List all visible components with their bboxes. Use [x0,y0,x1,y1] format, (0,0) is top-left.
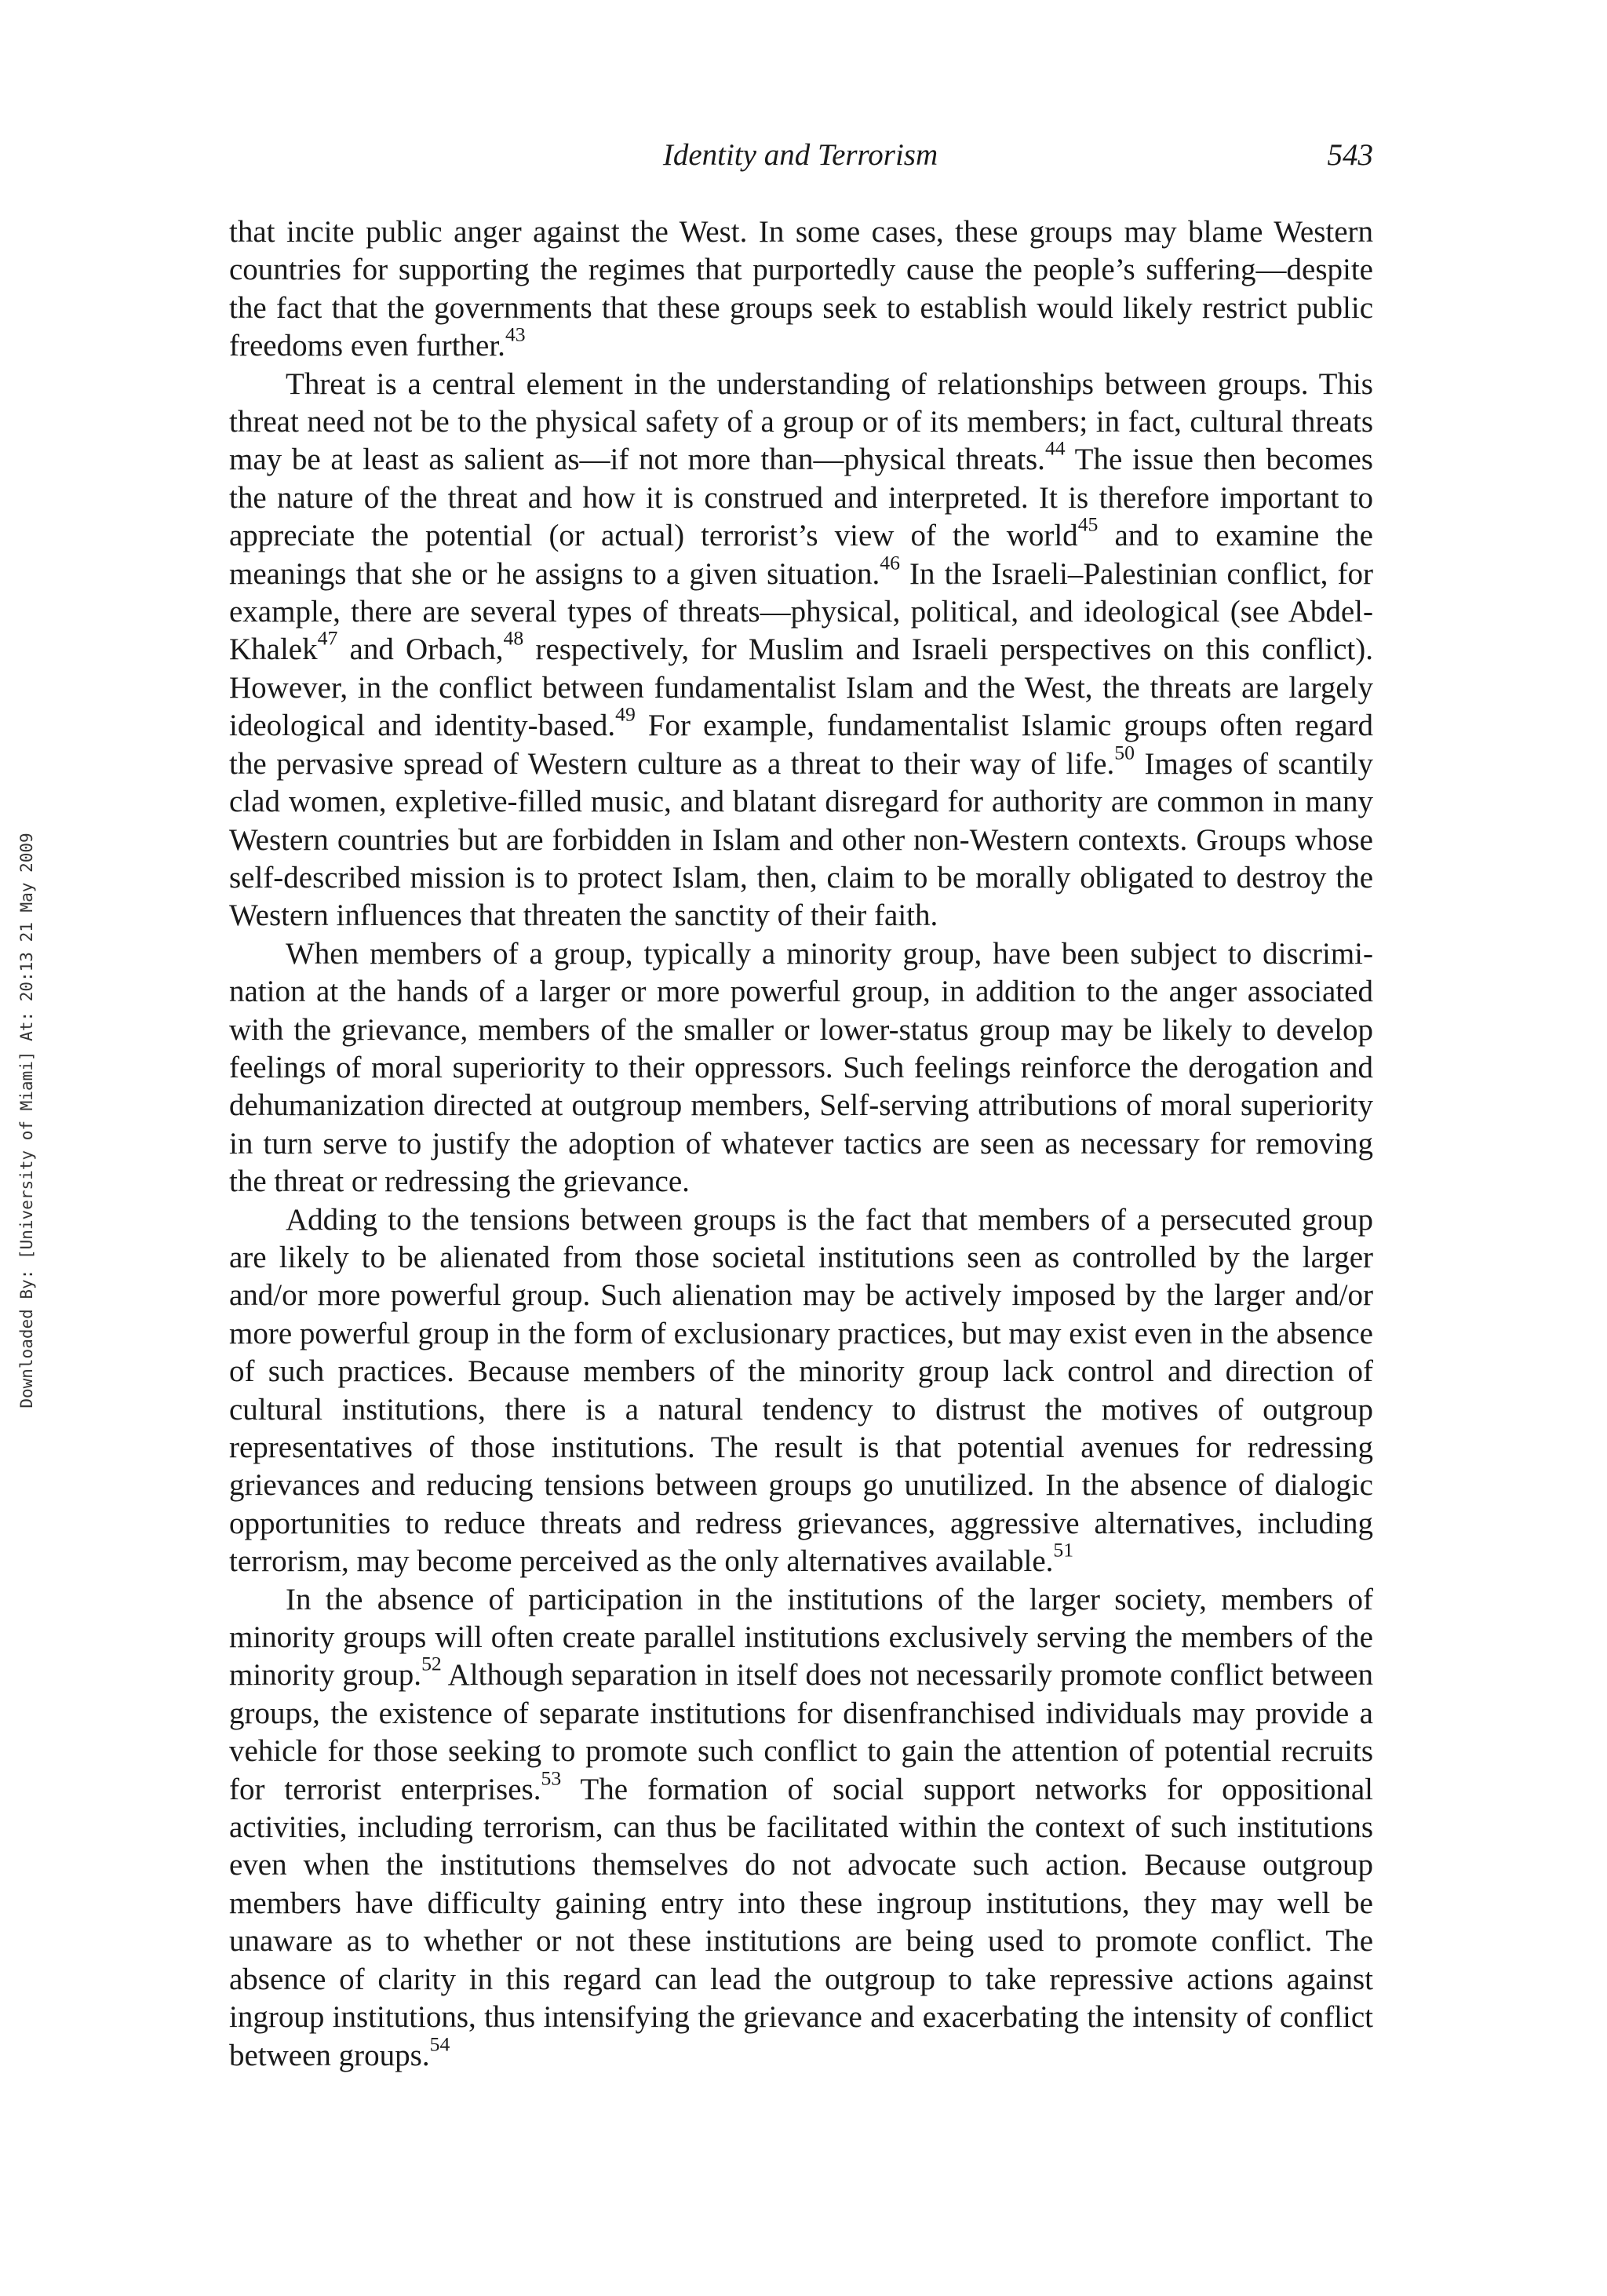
footnote-ref-49: 49 [615,702,636,726]
paragraph-text: For example, fundamentalist Islamic groups often regard the pervasive spread of Western culture as a threat to their way of life. [229,709,1374,781]
body-text [229,213,1373,2075]
paragraph-4 [229,1201,1373,1581]
paragraph-2 [229,366,1373,935]
footnote-ref-46: 46 [880,551,900,574]
footnote-ref-53: 53 [541,1766,562,1790]
paragraph-3 [229,935,1373,1201]
paragraph-5 [229,1581,1373,2075]
paragraph-text: Although separation in itself does not necessarily promote conflict between groups, the existence of separate institutions for disenfranchised individuals may provide a vehicle for those seeking to promote such conflict to gain the attention of potential recruits for terrorist enterprises. [229,1658,1373,1806]
footnote-ref-54: 54 [429,2032,450,2055]
running-title: Identity and Terrorism [662,138,938,172]
footnote-ref-51: 51 [1053,1538,1074,1562]
paragraph-text: and Orbach, [337,632,504,667]
footnote-ref-45: 45 [1077,512,1099,536]
paragraph-text: In the absence of participation in the institutions of the larger society, members of minority groups will often create parallel institutions exclusively serving the members of the minority group. [229,1582,1373,1693]
page-header [228,132,1373,179]
download-watermark: Downloaded By: [University of Miami] At: 20:13 21 May 2009 [17,833,36,1409]
page-number: 543 [1327,138,1373,172]
paragraph-text: and to examine the meanings that she or he assigns to a given situation. [229,519,1373,591]
paragraph-text: The formation of social support networks for oppositional activities, including terrorism, can thus be facilitated within the context of such institutions even when the institutions themselves do not advocate such action. Because outgroup members have difficulty gaining entry into these ingroup institutions, they may well be unaware as to whether or not these institutions are being used to promote conflict. The absence of clarity in this regard can lead the outgroup to take repressive actions against ingroup institutions, thus intensifying the grievance and exacerbating the intensity of conflict between groups. [229,1772,1373,2072]
paragraph-text: In the Israeli–Palestinian conflict, for example, there are several types of threats—physical, political, and ideological (see Abdel-Khalek [229,556,1373,667]
paragraph-1 [229,213,1373,366]
paragraph-text: The issue then becomes the nature of the threat and how it is construed and interpreted. It is therefore important to appreciate the potential (or actual) terrorist’s view of the world [229,443,1373,553]
paragraph-text: Threat is a central element in the understanding of relationships between groups. This threat need not be to the physical safety of a group or of its members; in fact, cultural threats may be at least as salient as—if not more than—physical threats. [229,366,1373,477]
footnote-ref-52: 52 [421,1652,442,1675]
paragraph-text: that incite public anger against the West. In some cases, these groups may blame Western countries for supporting the regimes that purportedly cause the people’s suffering—despite the fact that the governments that these groups seek to establish would likely restrict public freedoms even further. [229,215,1373,363]
footnote-ref-47: 47 [317,626,338,650]
footnote-ref-44: 44 [1044,436,1066,460]
footnote-ref-50: 50 [1114,741,1135,764]
footnote-ref-43: 43 [505,323,526,346]
paragraph-text: respectively, for Muslim and Israeli perspectives on this conflict). However, in the conflict between fundamentalist Islam and the West, the threats are largely ideological and identity-based. [229,632,1373,743]
paragraph-text: Adding to the tensions between groups is the fact that members of a persecuted group are likely to be alienated from those societal institutions seen as controlled by the larger and/or more powerful group. Such alienation may be actively imposed by the larger and/or more powerful group in the form of exclusionary practices, but may exist even in the absence of such practices. Because members of the minority group lack control and direction of cultural institutions, there is a natural tendency to distrust the motives of outgroup representatives of those institutions. The result is that potential avenues for redressing grievances and reducing tensions between groups go unutilized. In the absence of dialogic opportunities to reduce threats and redress grievances, aggressive alternatives, including terrorism, may become perceived as the only alternatives available. [229,1202,1373,1579]
paragraph-text: Images of scantily clad women, expletive-filled music, and blatant disregard for authority are common in many Western countries but are forbidden in Islam and other non-Western contexts. Groups whose self-described mission is to protect Islam, then, claim to be morally obligated to destroy the Western influences that threaten the sanctity of their faith. [229,746,1373,933]
footnote-ref-48: 48 [503,626,524,650]
paragraph-text: When members of a group, typically a minority group, have been subject to discrimination at the hands of a larger or more powerful group, in addition to the anger associated with the grievance, members of the smaller or lower-status group may be likely to develop feelings of moral superiority to their oppressors. Such feelings reinforce the derogation and dehumanization directed at outgroup members, Self-serving attributions of moral superiority in turn serve to justify the adoption of whatever tactics are seen as necessary for removing the threat or redressing the grievance. [229,936,1373,1199]
